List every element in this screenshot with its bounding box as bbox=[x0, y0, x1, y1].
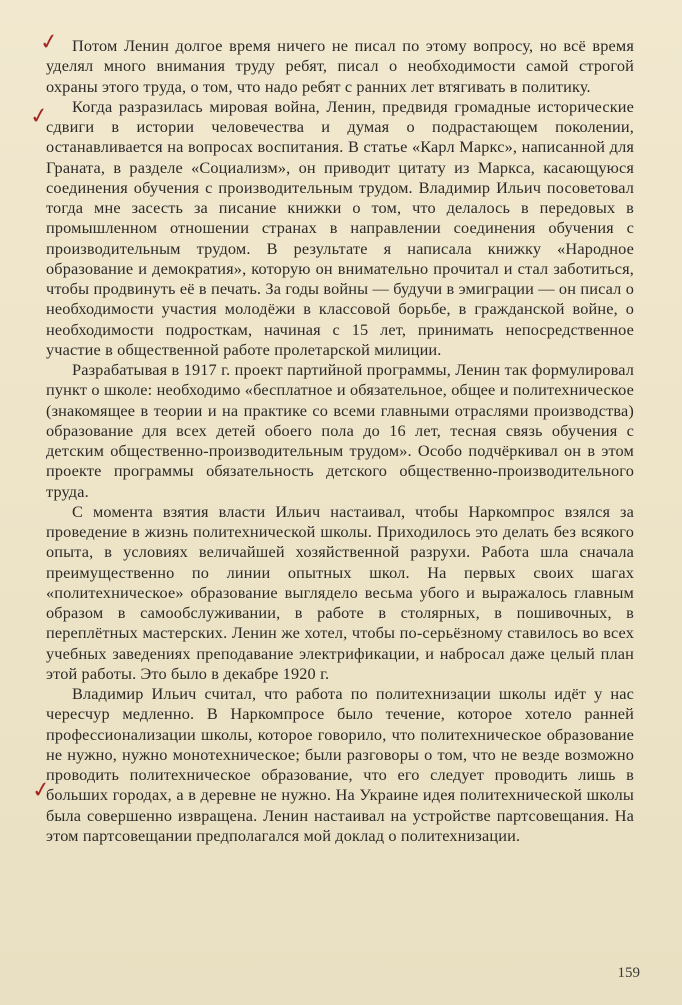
page-text bbox=[46, 36, 634, 846]
red-checkmark-icon: ✓ bbox=[30, 776, 53, 805]
page-number: 159 bbox=[617, 965, 640, 981]
paragraph-3: Разрабатывая в 1917 г. проект партийной программы, Ленин так формулировал пункт о школе: необходимо «бесплатное и обязательное, общее и политехническое (знакомящее в теории и на практике со всеми главными отраслями производства) образование для всех детей обоего пола до 16 лет, тесная связь обучения с детским общественно-производительным трудом». Особо подчёркивал он в этом проекте программы обязательность детского общественно-производительного труда. bbox=[46, 360, 634, 501]
red-checkmark-icon: ✓ bbox=[28, 102, 51, 131]
paragraph-5: Владимир Ильич считал, что работа по политехнизации школы идёт у нас чересчур медленно. В Наркомпросе было течение, которое хотело ранней профессионализации школы, которое говорило, что политехническое образование не нужно, нужно монотехническое; были разговоры о том, что не везде возможно проводить политехническое образование, что его следует проводить лишь в больших городах, а в деревне не нужно. На Украине идея политехнической школы была совершенно извращена. Ленин настаивал на устройстве партсовещания. На этом партсовещании предполагался мой доклад о политехнизации. bbox=[46, 684, 634, 845]
paragraph-2: Когда разразилась мировая война, Ленин, предвидя громадные исторические сдвиги в истории человечества и думая о подрастающем поколении, останавливается на вопросах воспитания. В статье «Карл Маркс», написанной для Граната, в разделе «Социализм», он приводит цитату из Маркса, касающуюся соединения обучения с производительным трудом. Владимир Ильич посоветовал тогда мне засесть за писание книжки о том, что делалось в передовых в промышленном отношении странах в направлении соединения обучения с производительным трудом. В результате я написала книжку «Народное образование и демократия», которую он внимательно прочитал и стал заботиться, чтобы продвинуть её в печать. За годы войны — будучи в эмиграции — он писал о необходимости участия молодёжи в классовой борьбе, в гражданской войне, о необходимости подросткам, начиная с 15 лет, принимать непосредственное участие в общественной работе пролетарской милиции. bbox=[46, 96, 634, 359]
paragraph-4: С момента взятия власти Ильич настаивал, чтобы Наркомпрос взялся за проведение в жизнь политехнической школы. Приходилось это делать без всякого опыта, в условиях величайшей хозяйственной разрухи. Работа шла сначала преимущественно по линии опытных школ. На первых своих шагах «политехническое» образование выглядело весьма убого и выражалось главным образом в самообслуживании, в работе в столярных, в пошивочных, в переплётных мастерских. Ленин же хотел, чтобы по-серьёзному ставилось во всех учебных заведениях преподавание электрификации, и набросал даже целый план этой работы. Это было в декабре 1920 г. bbox=[46, 501, 634, 683]
red-checkmark-icon: ✓ bbox=[38, 28, 61, 57]
paragraph-1: Потом Ленин долгое время ничего не писал по этому вопросу, но всё время уделял много внимания труду ребят, писал о необходимости самой строгой охраны этого труда, о том, что надо ребят с ранних лет втягивать в политику. bbox=[46, 36, 634, 96]
